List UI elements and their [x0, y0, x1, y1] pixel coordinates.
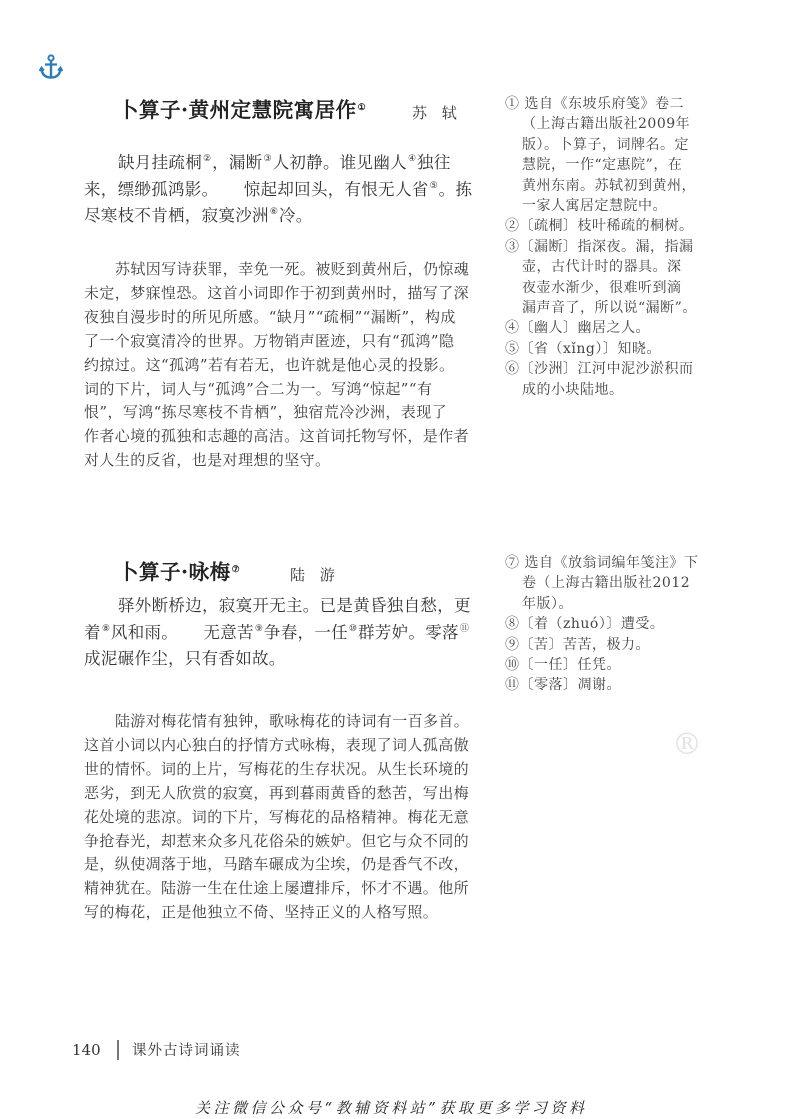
watermark-registered-mark: ®	[672, 727, 702, 762]
poem-title: 卜算子·咏梅⑦	[118, 560, 240, 584]
footnote	[505, 94, 710, 216]
poem-author: 苏 轼	[412, 104, 462, 122]
footnote-line: 夜壶水渐少，很难听到滴	[522, 279, 682, 296]
footnote-marker: ⑩	[348, 623, 357, 634]
footnote	[505, 216, 710, 236]
commentary-line: 是，纵使凋落于地，马踏车碾成为尘埃，仍是香气不改，	[84, 855, 470, 874]
commentary-line: 约掠过。这“孤鸿”若有若无，也许就是他心灵的投影。	[84, 355, 455, 374]
footnote-line: 壶，古代计时的器具。深	[522, 259, 682, 276]
footnote-marker: ⑨	[254, 623, 263, 634]
poem-title: 卜算子·黄州定慧院寓居作①	[118, 98, 366, 122]
poem-commentary	[84, 258, 476, 473]
poem-line: 尽寒枝不肯栖，寂寞沙洲⑥冷。	[84, 206, 313, 226]
footnote-line: ⑨〔苦〕苦苦，极力。	[505, 636, 650, 653]
footnote-line: 一家人寓居定慧院中。	[522, 198, 667, 215]
footnote-line: ④〔幽人〕幽居之人。	[505, 320, 650, 337]
footnote-line: ⑧〔着（zhuó）〕遭受。	[505, 616, 665, 633]
poem-footnotes	[505, 94, 710, 400]
commentary-line: 词的下片，词人与“孤鸿”合二为一。写鸿“惊起”“有	[84, 379, 433, 398]
footnote-line: ⑩〔一任〕任凭。	[505, 657, 621, 674]
footnote	[505, 635, 710, 655]
footnote-line: 黄州东南。苏轼初到黄州，	[522, 177, 696, 194]
commentary-line: 苏轼因写诗获罪，幸免一死。被贬到黄州后，仍惊魂	[115, 260, 470, 278]
commentary-line: 对人生的反省，也是对理想的坚守。	[84, 451, 331, 470]
footnote	[505, 237, 710, 319]
footnote-line: （上海古籍出版社2009年	[522, 116, 691, 133]
footnote-marker: ②	[203, 154, 212, 165]
commentary-line: 精神犹在。陆游一生在仕途上屡遭排斥，怀才不遇。他所	[84, 879, 470, 898]
footnote-marker: ①	[357, 103, 366, 114]
watermark-text: 关注微信公众号“教辅资料站”获取更多学习资料	[195, 1099, 588, 1117]
poem-footnotes	[505, 553, 710, 696]
footnote-marker: ⑦	[231, 565, 240, 576]
poem-line: 驿外断桥边，寂寞开无主。已是黄昏独自愁，更	[118, 596, 471, 615]
poem-author: 陆 游	[290, 566, 340, 584]
poem-line: 来，缥缈孤鸿影。 惊起却回头，有恨无人省⑤。拣	[84, 179, 473, 199]
footnote	[505, 614, 710, 634]
footnote-marker: ⑪	[459, 623, 469, 634]
footnote	[505, 675, 710, 695]
footnote	[505, 553, 710, 614]
footnote	[505, 359, 710, 400]
commentary-line: 了一个寂寞清冷的世界。万物销声匿迹，只有“孤鸿”隐	[84, 331, 455, 350]
footnote-marker: ④	[407, 154, 417, 165]
footnote-line: ②〔疏桐〕枝叶稀疏的桐树。	[505, 218, 694, 235]
footnote-line: 年版）。	[522, 595, 573, 612]
commentary-line: 作者心境的孤独和志趣的高洁。这首词托物写怀，是作者	[84, 427, 470, 446]
footnote-marker: ⑥	[269, 207, 278, 218]
footnote-line: ⑦ 选自《放翁词编年笺注》下	[505, 555, 699, 571]
footnote-line: ⑥〔沙洲〕江河中泥沙淤积而	[505, 361, 694, 378]
commentary-line: 恨”，写鸿“拣尽寒枝不肯栖”，独宿荒冷沙洲，表现了	[84, 403, 448, 422]
footnote	[505, 655, 710, 675]
footnote-marker: ⑧	[101, 623, 110, 634]
footnote-line: 慧院，一作“定惠院”，在	[522, 157, 683, 174]
poem-line: 缺月挂疏桐②，漏断③人初静。谁见幽人④独往	[118, 153, 451, 172]
page-number: 140	[72, 1041, 101, 1059]
footnote-line: ① 选自《东坡乐府笺》卷二	[505, 96, 684, 112]
footnote	[505, 318, 710, 338]
commentary-line: 这首小词以内心独白的抒情方式咏梅，表现了词人孤高傲	[84, 735, 470, 754]
commentary-line: 花处境的悲凉。词的下片，写梅花的品格精神。梅花无意	[84, 807, 470, 826]
commentary-line: 写的梅花，正是他独立不倚、坚持正义的人格写照。	[84, 903, 439, 922]
commentary-line: 未定，梦寐惶恐。这首小词即作于初到黄州时，描写了深	[84, 283, 470, 302]
footnote-line: 成的小块陆地。	[522, 381, 624, 398]
footnote-line: 漏声音了，所以说“漏断”。	[522, 300, 697, 317]
commentary-line: 陆游对梅花情有独钟，歌咏梅花的诗词有一百多首。	[115, 712, 470, 730]
footnote	[505, 339, 710, 359]
poem-text	[84, 150, 484, 230]
footnote-marker: ③	[263, 154, 272, 165]
commentary-line: 世的情怀。词的上片，写梅花的生存状况。从生长环境的	[84, 759, 470, 778]
footnote-line: ⑪〔零落〕凋谢。	[505, 677, 621, 694]
commentary-line: 恶劣，到无人欣赏的寂寞，再到暮雨黄昏的愁苦，写出梅	[84, 783, 470, 802]
poem-line: 成泥碾作尘，只有香如故。	[84, 649, 286, 669]
poem-text	[84, 593, 484, 673]
section-name: 课外古诗词诵读	[132, 1043, 241, 1059]
footnote-line: ③〔漏断〕指深夜。漏，指漏	[505, 238, 694, 255]
anchor-icon	[39, 54, 63, 80]
footer-divider	[117, 1040, 119, 1060]
footnote-line: 版）。卜算子，词牌名。定	[522, 136, 689, 153]
poem-line: 着⑧风和雨。 无意苦⑨争春，一任⑩群芳妒。零落⑪	[84, 622, 469, 642]
commentary-line: 夜独自漫步时的所见所感。“缺月”“疏桐”“漏断”，构成	[84, 307, 456, 326]
footnote-marker: ⑤	[429, 180, 438, 191]
poem-commentary	[84, 710, 476, 925]
commentary-line: 争抢春光，却惹来众多凡花俗朵的嫉妒。但它与众不同的	[84, 831, 470, 850]
footnote-line: 卷（上海古籍出版社2012	[522, 575, 691, 592]
footnote-line: ⑤〔省（xǐng）〕知晓。	[505, 340, 661, 357]
